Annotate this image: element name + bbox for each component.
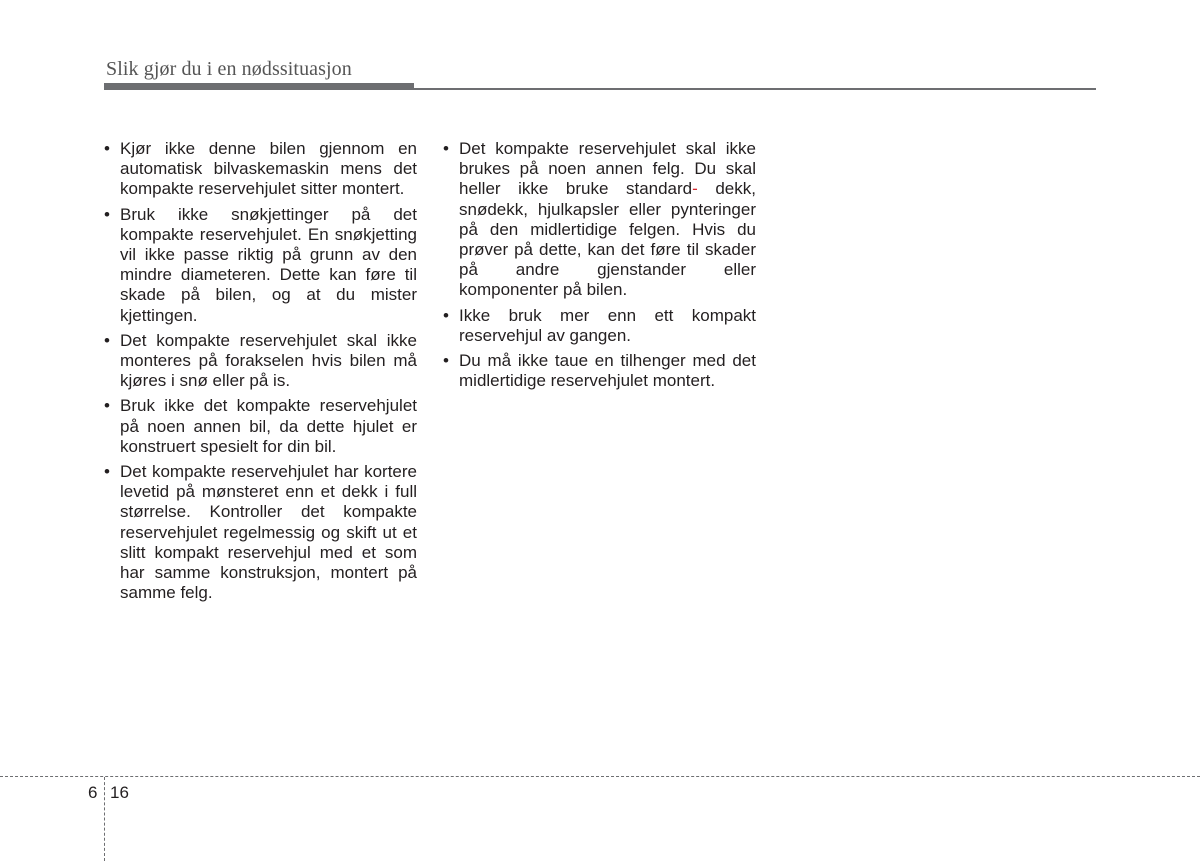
list-item-text: Det kompakte reservehjulet har kortere levetid på mønsteret enn et dekk i full størrelse. Kontroller det kompakte reservehjulet regelmessig og skift ut et slitt kompakt reservehjul med et som har samme konstruksjon, montert på samme felg.: [120, 462, 417, 603]
list-item: [104, 462, 417, 603]
left-column: [104, 139, 417, 608]
list-item-text: Ikke bruk mer enn ett kompakt reservehjul av gangen.: [459, 305, 756, 345]
list-item: [443, 139, 756, 301]
list-item: [104, 331, 417, 392]
list-item: [443, 351, 756, 391]
bullet-icon: •: [104, 396, 110, 416]
bullet-icon: •: [443, 305, 449, 325]
hyphen-mark: -: [692, 179, 698, 199]
header-rule-thick: [104, 83, 414, 90]
header-rule-thin: [414, 88, 1096, 90]
list-item: [104, 139, 417, 200]
page-number: 16: [110, 783, 129, 802]
footer-divider: [104, 777, 105, 861]
list-item: [443, 306, 756, 346]
bullet-icon: •: [104, 462, 110, 482]
list-item-text-continued: dekk, snødekk, hjulkapsler eller pynteringer på den midlertidige felgen. Hvis du prøver på dette, kan det føre til skader på andre gjenstander eller komponenter på bilen.: [459, 179, 756, 300]
list-item: [104, 205, 417, 326]
list-item-text: Bruk ikke snøkjettinger på det kompakte reservehjulet. En snøkjetting vil ikke passe riktig på grunn av den mindre diameteren. Dette kan føre til skade på bilen, og at du mister kjettingen.: [120, 204, 417, 325]
list-item-text: Kjør ikke denne bilen gjennom en automatisk bilvaskemaskin mens det kompakte reservehjulet sitter montert.: [120, 139, 417, 199]
chapter-number: 6: [88, 783, 98, 802]
list-item-text: Du må ikke taue en tilhenger med det midlertidige reservehjulet montert.: [459, 351, 756, 391]
bullet-icon: •: [104, 139, 110, 158]
list-item-text: Det kompakte reservehjulet skal ikke brukes på noen annen felg. Du skal heller ikke bruke standard: [459, 139, 756, 199]
bullet-icon: •: [104, 330, 110, 350]
list-item-text: Det kompakte reservehjulet skal ikke monteres på forakselen hvis bilen må kjøres i snø eller på is.: [120, 330, 417, 391]
list-item: [104, 396, 417, 457]
footer-rule: [0, 776, 1200, 777]
list-item-text: Bruk ikke det kompakte reservehjulet på noen annen bil, da dette hjulet er konstruert spesielt for din bil.: [120, 396, 417, 456]
bullet-icon: •: [443, 351, 449, 371]
bullet-icon: •: [104, 204, 110, 224]
bullet-icon: •: [443, 139, 449, 158]
section-title: Slik gjør du i en nødssituasjon: [106, 58, 352, 80]
right-column: [443, 139, 756, 396]
